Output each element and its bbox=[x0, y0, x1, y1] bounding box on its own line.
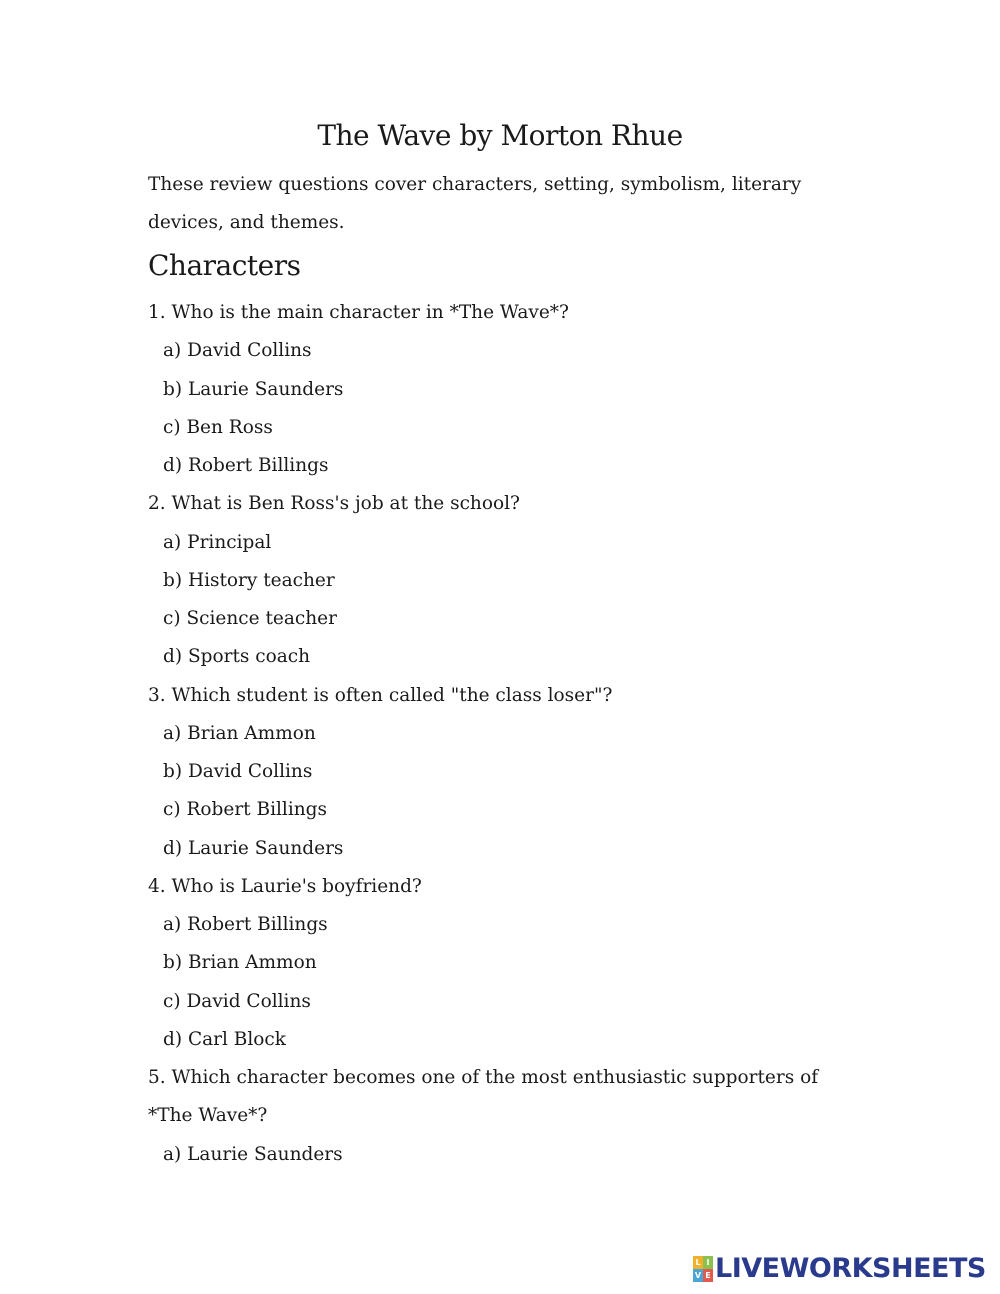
question-3-option-a: a) Brian Ammon bbox=[163, 722, 316, 744]
page-title: The Wave by Morton Rhue bbox=[317, 119, 683, 152]
question-4: 4. Who is Laurie's boyfriend? bbox=[148, 875, 422, 897]
question-2-option-c: c) Science teacher bbox=[163, 608, 337, 629]
question-3-option-b: b) David Collins bbox=[163, 761, 313, 782]
question-4-option-c: c) David Collins bbox=[163, 990, 311, 1012]
question-2-option-a: a) Principal bbox=[163, 531, 272, 553]
liveworksheets-logo-text: LIVEWORKSHEETS bbox=[715, 1253, 986, 1284]
section-heading-characters: Characters bbox=[148, 249, 301, 282]
question-1-option-c: c) Ben Ross bbox=[163, 416, 273, 438]
question-1-option-a: a) David Collins bbox=[163, 340, 312, 362]
intro-paragraph: These review questions cover characters, setting, symbolism, literary devices, and themes. bbox=[148, 174, 802, 233]
question-1-option-b: b) Laurie Saunders bbox=[163, 378, 344, 400]
question-5-option-a: a) Laurie Saunders bbox=[163, 1143, 343, 1165]
question-4-option-d: d) Carl Block bbox=[163, 1028, 286, 1050]
question-5: 5. Which character becomes one of the most enthusiastic supporters of *The Wave*? bbox=[148, 1067, 819, 1127]
question-4-option-a: a) Robert Billings bbox=[163, 914, 328, 935]
question-3-option-d: d) Laurie Saunders bbox=[163, 837, 344, 859]
question-list bbox=[148, 294, 848, 1174]
question-3: 3. Which student is often called "the class loser"? bbox=[148, 684, 613, 706]
question-2-option-b: b) History teacher bbox=[163, 569, 335, 591]
question-4-option-b: b) Brian Ammon bbox=[163, 952, 317, 974]
liveworksheets-logo bbox=[693, 1252, 986, 1286]
question-2-option-d: d) Sports coach bbox=[163, 646, 311, 668]
question-3-option-c: c) Robert Billings bbox=[163, 799, 327, 821]
question-1-option-d: d) Robert Billings bbox=[163, 455, 329, 476]
liveworksheets-logo-mark-icon: L I V E bbox=[693, 1256, 713, 1282]
question-2: 2. What is Ben Ross's job at the school? bbox=[148, 493, 520, 515]
question-1: 1. Who is the main character in *The Wave*? bbox=[148, 302, 569, 323]
